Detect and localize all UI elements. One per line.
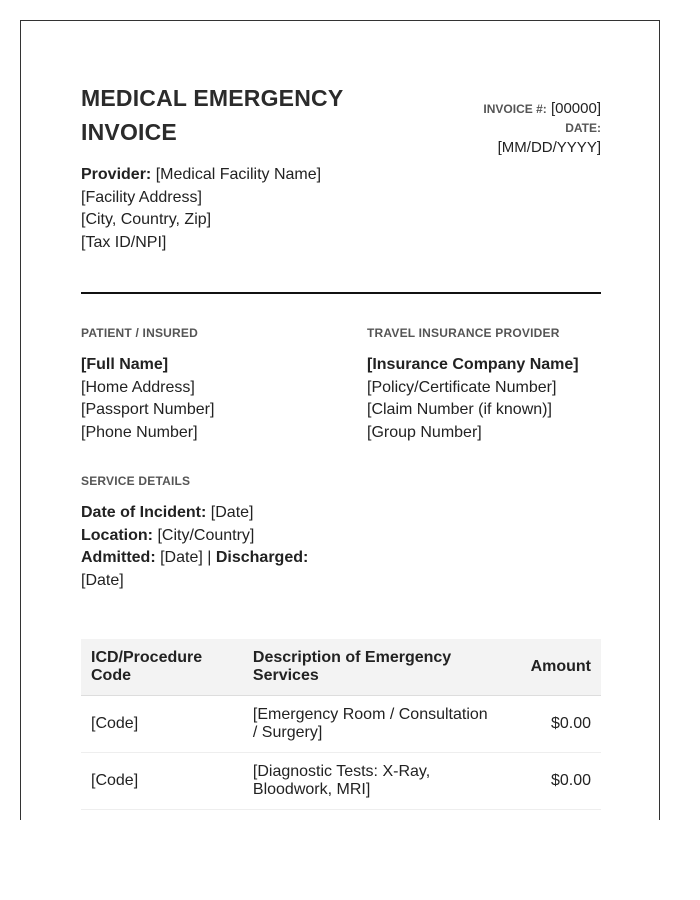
invoice-page [20, 20, 660, 820]
discharged-label: Discharged: [215, 549, 309, 566]
parties-section [81, 325, 601, 475]
provider-tax-id: [Tax ID/NPI] [81, 233, 167, 251]
incident-label: Date of Incident: [81, 504, 207, 521]
admitted-value: [Date] [160, 549, 203, 566]
invoice-date-label: DATE: [565, 121, 601, 135]
table-row [81, 696, 601, 753]
admitted-label: Admitted: [81, 549, 156, 566]
service-heading: SERVICE DETAILS [81, 474, 191, 488]
header-divider [81, 292, 601, 294]
row-code: [Code] [81, 753, 243, 810]
provider-city: [City, Country, Zip] [81, 211, 212, 228]
incident-line [81, 502, 321, 525]
row-description: [Diagnostic Tests: X-Ray, Bloodwork, MRI] [243, 753, 503, 810]
invoice-header [81, 81, 601, 191]
insurance-policy: [Policy/Certificate Number] [367, 378, 557, 396]
location-line [81, 525, 321, 548]
service-details [81, 473, 601, 592]
invoice-number-label: INVOICE #: [483, 102, 547, 116]
insurance-block [367, 325, 617, 444]
discharged-value: [Date] [81, 571, 124, 589]
insurance-heading: TRAVEL INSURANCE PROVIDER [367, 326, 560, 340]
table-row [81, 753, 601, 810]
admission-separator: | [207, 549, 212, 566]
invoice-meta [483, 99, 601, 157]
provider-name: [Medical Facility Name] [155, 166, 322, 183]
patient-full-name: [Full Name] [81, 356, 169, 373]
table-header-row [81, 639, 601, 696]
location-label: Location: [81, 526, 153, 544]
admission-line [81, 547, 321, 592]
row-amount: $0.00 [503, 696, 601, 753]
invoice-number-value: [00000] [550, 100, 601, 117]
provider-label: Provider: [81, 166, 152, 183]
insurance-group: [Group Number] [367, 423, 482, 441]
code-column-header: ICD/Procedure Code [81, 639, 243, 696]
row-code: [Code] [81, 696, 243, 753]
invoice-number-line [483, 99, 601, 119]
invoice-title: MEDICAL EMERGENCY INVOICE [81, 85, 343, 145]
row-amount: $0.00 [503, 753, 601, 810]
insurance-claim: [Claim Number (if known)] [367, 401, 552, 418]
incident-value: [Date] [210, 504, 254, 521]
location-value: [City/Country] [157, 526, 255, 544]
amount-column-header: Amount [503, 639, 601, 696]
patient-address: [Home Address] [81, 378, 195, 396]
services-table [81, 639, 601, 810]
patient-passport: [Passport Number] [81, 401, 215, 418]
invoice-content [81, 81, 601, 810]
patient-block [81, 325, 331, 444]
patient-phone: [Phone Number] [81, 423, 198, 441]
invoice-date-value: [MM/DD/YYYY] [497, 139, 601, 156]
insurance-company: [Insurance Company Name] [367, 356, 579, 373]
patient-heading: PATIENT / INSURED [81, 326, 198, 340]
provider-address: [Facility Address] [81, 188, 202, 206]
description-column-header: Description of Emergency Services [243, 639, 503, 696]
row-description: [Emergency Room / Consultation / Surgery] [243, 696, 503, 753]
